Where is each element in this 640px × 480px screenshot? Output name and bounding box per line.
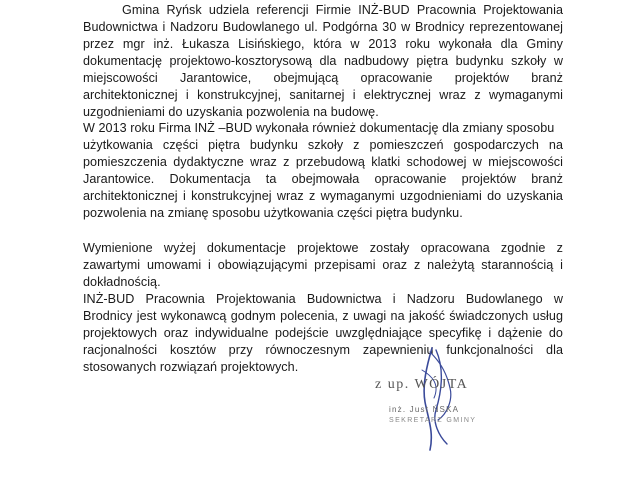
letter-line: pozwolenia na zmianę sposobu użytkowania części piętra budynku. (83, 206, 463, 220)
letter-line: przez mgr inż. Łukasza Lisińskiego, która w 2013 roku wykonała dla Gminy (83, 37, 563, 51)
stamp-title: z up. WÓJTA (375, 377, 469, 392)
letter-line: miejscowości Jarantowice, obejmującą opracowanie projektów branż (83, 71, 563, 85)
stamp-name: inż. Just ŃSKA (389, 405, 460, 414)
letter-line: Budownictwa i Nadzoru Budowlanego ul. Podgórna 30 w Brodnicy reprezentowanej (83, 20, 563, 34)
letter-line: dokumentację projektowo-kosztorysową dla nadbudowy piętra budynku szkoły w (83, 54, 563, 68)
letter-line: uzgodnieniami do uzyskania pozwolenia na budowę. (83, 105, 379, 119)
letter-line: stosowanych rozwiązań projektowych. (83, 360, 299, 374)
stamp-position: SEKRETARZ GMINY (389, 417, 477, 424)
official-stamp (375, 373, 535, 443)
letter-line: projektowych oraz indywidualne podejście uwzględniające specyfikę i dążenie do (83, 326, 563, 340)
letter-line: Wymienione wyżej dokumentacje projektowe zostały opracowana zgodnie z (83, 241, 563, 255)
letter-line: użytkowania części piętra budynku szkoły z pomieszczeń gospodarczych na (83, 138, 563, 152)
letter-line: dokładnością. (83, 275, 161, 289)
letter-line: architektonicznej i konstrukcyjnej, sanitarnej i elektrycznej wraz z wymaganymi (83, 88, 563, 102)
letter-line: architektonicznej i konstrukcyjnej wraz z wymaganymi uzgodnieniami do uzyskania (83, 189, 563, 203)
letter-line: pomieszczenia dydaktyczne wraz z przebudową klatki schodowej w miejscowości (83, 155, 563, 169)
letter-line: Brodnicy jest wykonawcą godnym polecenia, z uwagi na jakość świadczonych usług (83, 309, 563, 323)
letter-line: zawartymi umowami i obowiązującymi przepisami oraz z należytą starannością i (83, 258, 563, 272)
letter-line: racjonalności kosztów przy równoczesnym zapewnieniu funkcjonalności dla (83, 343, 563, 357)
letter-line: Jarantowice. Dokumentacja ta obejmowała opracowanie projektów branż (83, 172, 563, 186)
letter-line: INŻ-BUD Pracownia Projektowania Budownictwa i Nadzoru Budowlanego w (83, 292, 563, 306)
letter-line: W 2013 roku Firma INŻ –BUD wykonała również dokumentację dla zmiany sposobu (83, 121, 555, 135)
letter-line: Gmina Ryńsk udziela referencji Firmie INŻ-BUD Pracownia Projektowania (122, 3, 563, 17)
